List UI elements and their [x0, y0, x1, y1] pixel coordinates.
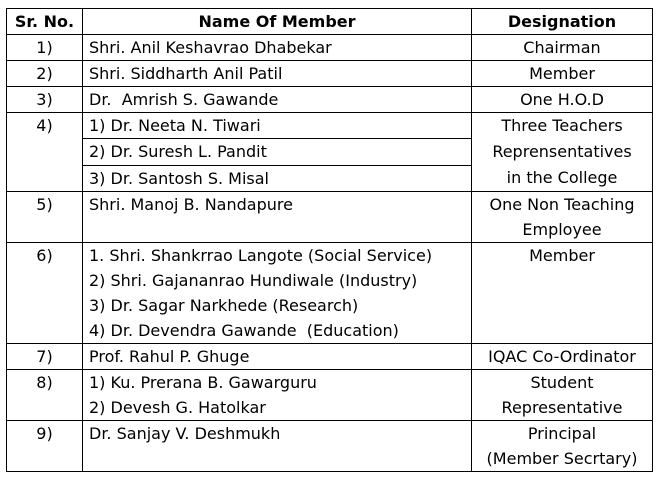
designation-text: in the College [506, 168, 618, 187]
designation-text: Principal [527, 424, 597, 443]
designation-text: One H.O.D [520, 90, 604, 109]
member-name-cell [83, 192, 472, 243]
designation-cell [472, 61, 653, 87]
table-row [7, 61, 653, 87]
header-designation: Designation [472, 9, 653, 35]
sr-no-cell: 2) [7, 61, 83, 87]
committee-table [6, 8, 653, 472]
designation-cell [472, 35, 653, 61]
table-row [7, 344, 653, 370]
designation-text: Member [529, 246, 595, 265]
table-row [7, 243, 653, 344]
member-name-cell [83, 35, 472, 61]
designation-text: IQAC Co-Ordinator [488, 347, 636, 366]
header-row [7, 9, 653, 35]
designation-text: Reprensentatives [492, 142, 632, 161]
designation-cell [472, 344, 653, 370]
sr-no-cell: 6) [7, 243, 83, 344]
member-name-cell [83, 113, 472, 139]
table-row [7, 87, 653, 113]
table-row [7, 370, 653, 421]
designation-cell [472, 370, 653, 421]
member-name: 3) Dr. Santosh S. Misal [89, 168, 269, 188]
member-name: 1) Dr. Neeta N. Tiwari [89, 116, 261, 135]
designation-text: Three Teachers [501, 116, 623, 135]
member-name: 2) Devesh G. Hatolkar [89, 398, 266, 417]
member-name-cell [83, 370, 472, 421]
sr-no-cell: 1) [7, 35, 83, 61]
member-name-cell [83, 243, 472, 344]
sr-no-cell: 4) [7, 113, 83, 192]
member-name: Dr. Amrish S. Gawande [89, 90, 279, 109]
member-name-cell [83, 344, 472, 370]
sr-no-cell: 8) [7, 370, 83, 421]
member-name: 1. Shri. Shankrrao Langote (Social Service) [89, 246, 433, 265]
designation-cell [472, 243, 653, 344]
designation-text: Chairman [523, 38, 601, 57]
sr-no-cell: 5) [7, 192, 83, 243]
designation-text: (Member Secrtary) [486, 449, 638, 468]
table-row [7, 113, 653, 139]
sr-no-cell: 3) [7, 87, 83, 113]
header-sr-no: Sr. No. [7, 9, 83, 35]
member-name-cell [83, 421, 472, 472]
table-row [7, 192, 653, 243]
member-name: 2) Dr. Suresh L. Pandit [89, 142, 267, 162]
sr-no-cell: 9) [7, 421, 83, 472]
member-name-cell [83, 139, 472, 165]
designation-cell [472, 113, 653, 192]
member-name: 3) Dr. Sagar Narkhede (Research) [89, 296, 359, 315]
designation-cell [472, 192, 653, 243]
designation-text: One Non Teaching [489, 195, 635, 214]
member-name: Dr. Sanjay V. Deshmukh [89, 424, 281, 443]
designation-cell [472, 421, 653, 472]
member-name: Prof. Rahul P. Ghuge [89, 347, 250, 366]
member-name: 2) Shri. Gajananrao Hundiwale (Industry) [89, 271, 418, 290]
table-row [7, 35, 653, 61]
member-name: Shri. Siddharth Anil Patil [89, 64, 283, 83]
designation-text: Member [529, 64, 595, 83]
table-row [7, 421, 653, 472]
member-name: Shri. Anil Keshavrao Dhabekar [89, 38, 332, 57]
designation-text: Employee [522, 220, 602, 239]
member-name: 4) Dr. Devendra Gawande (Education) [89, 321, 399, 340]
header-name-of-member: Name Of Member [83, 9, 472, 35]
member-name-cell [83, 87, 472, 113]
member-name-cell [83, 165, 472, 191]
designation-text: Representative [501, 398, 623, 417]
member-name: Shri. Manoj B. Nandapure [89, 195, 293, 214]
designation-cell [472, 87, 653, 113]
designation-text: Student [530, 373, 594, 392]
member-name: 1) Ku. Prerana B. Gawarguru [89, 373, 317, 392]
member-name-cell [83, 61, 472, 87]
sr-no-cell: 7) [7, 344, 83, 370]
